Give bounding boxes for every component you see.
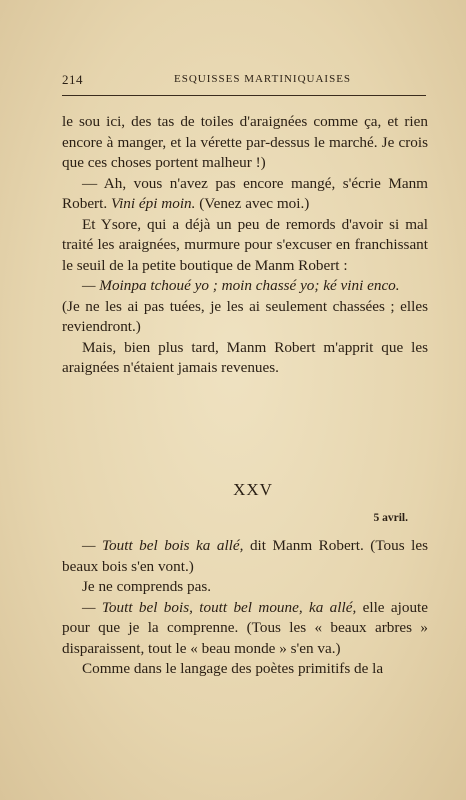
paragraph-text: elle ajoute pour que je la comprenne. (Tous les « beaux arbres » disparaissent, tout le « beau monde » s'en va.) [62,598,428,657]
paragraph-text: dit Manm Robert. (Tous les beaux bois s'en vont.) [62,537,428,575]
creole-quote [62,276,428,297]
translation: (Venez avec moi.) [199,195,310,212]
chapter-number: XXV [233,480,273,499]
creole-phrase: — Moinpa tchoué yo ; moin chassé yo; ké vini enco. [82,277,400,294]
paragraph: le sou ici, des tas de toiles d'araignées comme ça, et rien encore à manger, et la vérette par-dessus le marché. Je crois que ces choses portent malheur !) [62,113,428,171]
creole-phrase: — Toutt bel bois, toutt bel moune, ka allé, [82,598,357,616]
chapter-date: 5 avril. [373,512,408,524]
dialogue-line: — Ah, vous n'avez pas encore mangé, s'écrie Manm Robert. [62,174,428,212]
paragraph [62,536,428,577]
creole-phrase: Vini épi moin. [110,195,196,212]
header-rule [62,95,426,96]
paragraph: Je ne comprends pas. [82,578,212,595]
paragraph [62,174,428,215]
paragraph: Comme dans le langage des poètes primitifs de la [82,660,384,677]
section-text-2 [62,536,428,680]
creole-phrase: — Toutt bel bois ka allé, [82,537,244,554]
running-head: ESQUISSES MARTINIQUAISES [174,73,352,85]
page-header [62,72,426,92]
paragraph: Et Ysore, qui a déjà un peu de remords d'avoir si mal traité les araignées, murmure pour s'excuser en franchissant le seuil de la petite boutique de Manm Robert : [62,215,428,274]
section-text-1 [62,112,428,379]
translation-paragraph: (Je ne les ai pas tuées, je les ai seulement chassées ; elles reviendront.) [62,297,428,335]
paragraph [62,598,428,660]
page-number: 214 [62,72,83,87]
paragraph: Mais, bien plus tard, Manm Robert m'apprit que les araignées n'étaient jamais revenues. [62,338,428,376]
